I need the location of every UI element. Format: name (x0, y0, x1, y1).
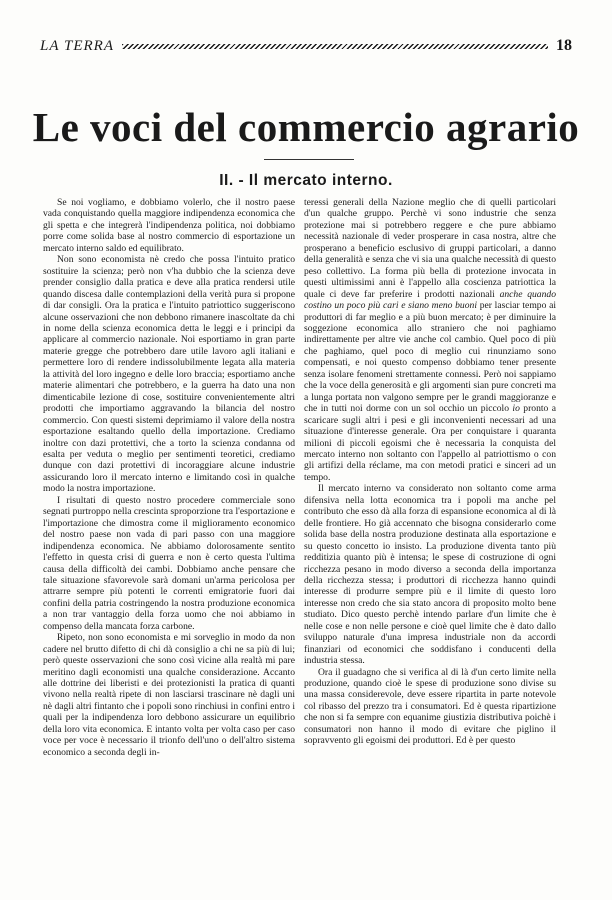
text-run: per lasciar tempo ai produttori di far meglio e a più buon mercato; è per diminuire la soggezione economica allo straniero che noi paghiamo indirettamente per altre vie anche col cambio. Quel poco di più che paghiamo, quel poco di meglio cui rinunziamo sono compensati, e noi questo compenso dobbiamo tener presente senza isolare fenomeni strettamente connessi. Però noi sappiamo che la voce della generosità e gli argomenti sian pure concreti ma a lunga portata non valgono sempre per le grandi maggioranze e che in tutti noi dorme con un sol occhio un piccolo (304, 300, 557, 415)
text-run: teressi generali della Nazione meglio che di quelli particolari d'un qualche gruppo. Perchè vi sono industrie che senza protezione mai si potrebbero reggere e che pure abbiamo necessità nazionale di veder prosperare in casa nostra, altre che prosperano a beneficio esclusivo di gruppi particolari, a danno della generalità e senza che vi sia una qualche necessità di questo peso collettivo. La forma più bella di protezione invocata in questi ultimissimi anni è l'appello alla coscienza patriottica la quale ci deve far preferire i prodotti nazionali (304, 197, 556, 300)
paragraph: Ripeto, non sono economista e mi sorveglio in modo da non cadere nel brutto difetto di chi dà consiglio a chi ne sa più di lui; però queste osservazioni che sono così vicine alla realtà mi pare meritino dagli economisti una qualche considerazione. Accanto alle dottrine dei liberisti e dei protezionisti la pratica di quanti vivono nella realtà ripete di non lasciarsi trascinare nè dagli uni nè dagli altri fintanto che i popoli sono rinchiusi in confini entro i quali per la indipendenza loro debbono assicurare un equilibrio della loro vita economica. E intanto volta per volta caso per caso voce per voce è necessario il trionfo dell'uno o dell'altro sistema economico a seconda degli in- (43, 632, 295, 758)
title-divider (264, 159, 354, 160)
italic-emphasis: io (512, 403, 520, 415)
header-decorative-rule (122, 44, 548, 49)
italic-emphasis: anche quando costino un poco più cari e siano meno buoni (304, 288, 556, 312)
paragraph: Il mercato interno va considerato non soltanto come arma difensiva nella lotta economica tra i popoli ma anche pel contributo che esso dà alla forza di espansione economica al di là delle frontiere. Ho già accennato che bisogna considerarlo come solida base della nostra produzione destinata alla esportazione e su questo concetto io insisto. La produzione diventa tanto più redditizia quanto più è intensa; le spese di costruzione di ogni ricchezza pesano in modo diverso a seconda della importanza della ricchezza stessa; i produttori di ricchezza hanno quindi interesse di produrre sempre più e il limite di questo loro interesse non credo che sia stato ancora di proposito molto bene studiato. Dico questo perchè intendo parlare d'un limite che è nelle cose e non nelle persone e cioè quel limite che è dato dallo sviluppo naturale d'una impresa industriale non da accordi finanziari od economici che soddisfano i conducenti della industria stessa. (304, 483, 556, 667)
article-subtitle: II. - Il mercato interno. (219, 172, 393, 189)
paragraph: I risultati di questo nostro procedere commerciale sono segnati purtroppo nella crescinta sproporzione tra l'esportazione e l'importazione che dimostra come il miglioramento economico del nostro paese non vada di pari passo con una maggiore indipendenza economica. Ne abbiamo dolorosamente sentito l'effetto in questa crisi di guerra e non è certo questa l'ultima causa della difficoltà dei cambi. Dobbiamo anche pensare che tale situazione sfavorevole sarà domani un'arma pericolosa per attrarre sempre più potenti le correnti emigratorie fuori dai confini della patria costringendo la nostra produzione economica a non trar vantaggio della forza uomo che noi abbiamo in compenso della mancata forza carbone. (43, 494, 295, 632)
right-column (304, 197, 556, 747)
journal-title: LA TERRA (40, 37, 114, 54)
text-run: pronto a scaricare sugli altri i pesi e gli inconvenienti necessari ad una situazione d'interesse generale. Ora per conquistare i quaranta milioni di piccoli egoismi che è necessaria la conquista del mercato interno non soltanto con l'appello al patriottismo o con gli artifizi della réclame, ma con metodi pratici e sinceri ad un tempo. (304, 403, 556, 483)
paragraph (304, 197, 556, 483)
running-header (40, 36, 572, 56)
page-number: 18 (556, 37, 572, 54)
paragraph: Non sono economista nè credo che possa l'intuito pratico sostituire la scienza; però non v'ha dubbio che la scienza deve prender consiglio dalla pratica e deve alla pratica rendersi utile quando discesa dalle contemplazioni della verità pura si propone di dar consigli. Ora la pratica e l'intuito patriottico suggeriscono alcune osservazioni che non debbono rimanere inascoltate da chi in nome della scienza economica detta le leggi e i principi da applicare al commercio nazionale. Noi esportiamo in gran parte materie gregge che potrebbero dare utile lavoro agli italiani e permettere loro di rendere indissolubilmente legata alla materia la attività del loro ingegno e delle loro braccia; esportiamo anche materie alimentari che potrebbero, e la guerra ha dato una non dimenticabile lezione di cose, sostituire convenientemente altri prodotti che importiamo aggravando la bilancia del nostro commercio. Con questi sistemi deprimiamo il valore della nostra esportazione esaltando quello della importazione. Crediamo inoltre con dazi protettivi, che a torto la scienza condanna od esalta per veduta o meglio per sentimenti teoretici, crediamo dunque con dazi protettivi di incoraggiare alcune industrie assicurando loro il mercato interno e limitando così in qualche modo la nostra importazione. (43, 254, 295, 495)
left-column (43, 197, 295, 758)
paragraph: Se noi vogliamo, e dobbiamo volerlo, che il nostro paese vada conquistando quella maggiore indipendenza economica che gli spetta e che integrerà l'indipendenza politica, noi dobbiamo porre come solida base al nostro commercio di esportazione un mercato interno saldo ed equilibrato. (43, 197, 295, 254)
paragraph: Ora il guadagno che si verifica al di là d'un certo limite nella produzione, quando cioè le spese di produzione sono divise su una massa considerevole, deve essere ripartita in parte notevole col ribasso del prezzo tra i consumatori. Ed è questa ripartizione che non si fa sempre con equanime giustizia distributiva poichè i consumatori non hanno il modo di evitare che piglino il sopravvento gli egoismi dei produttori. Ed è per questo (304, 666, 556, 747)
article-title: Le voci del commercio agrario (32, 104, 580, 150)
